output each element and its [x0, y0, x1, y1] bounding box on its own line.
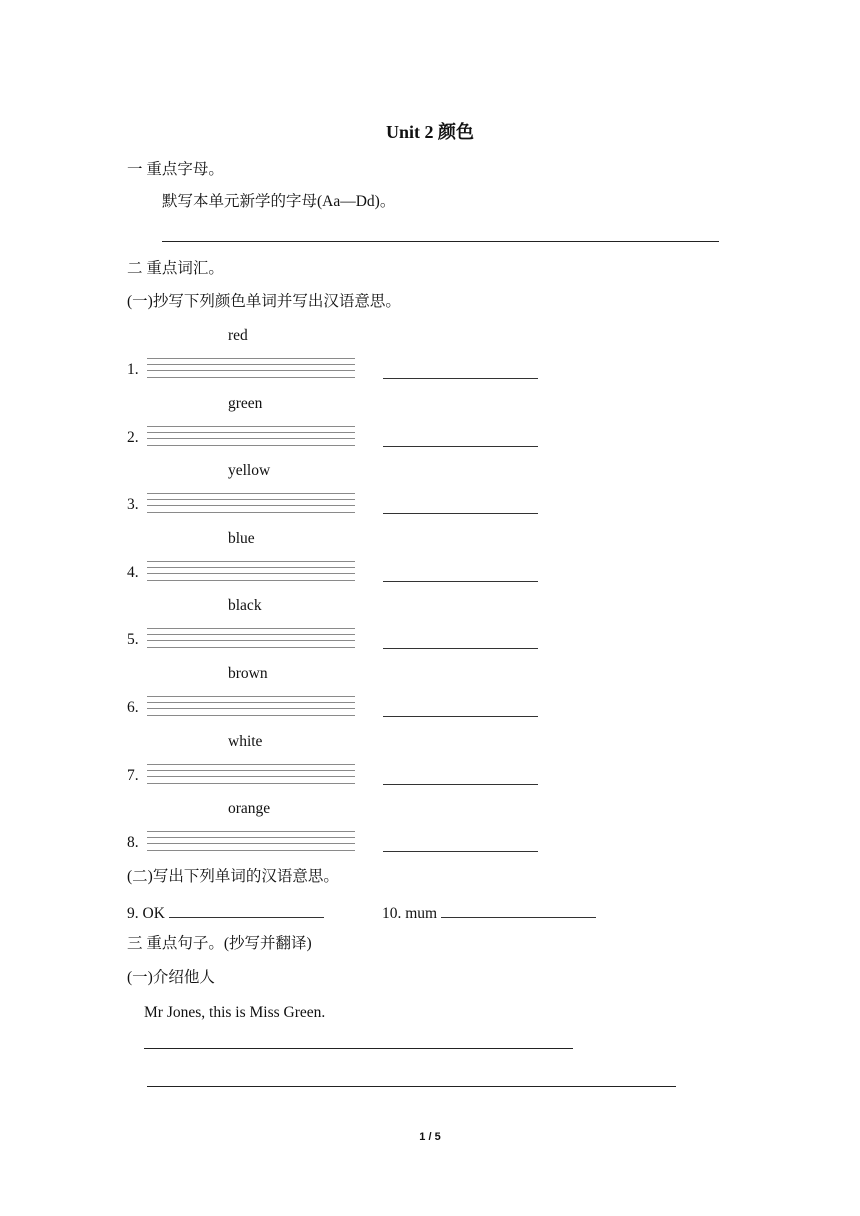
color-word: red — [228, 327, 248, 344]
section-1-heading: 一 重点字母。 — [127, 161, 224, 178]
copy-lines[interactable] — [147, 493, 355, 513]
section-1-instruction: 默写本单元新学的字母(Aa—Dd)。 — [162, 193, 396, 210]
color-word: blue — [228, 530, 255, 547]
item-10-answer-line[interactable] — [441, 902, 596, 918]
section-3-heading: 三 重点句子。(抄写并翻译) — [127, 935, 312, 952]
section-3-part-1-heading: (一)介绍他人 — [127, 969, 215, 986]
item-number: 7. — [127, 767, 139, 784]
meaning-answer-line[interactable] — [383, 581, 538, 582]
copy-lines[interactable] — [147, 358, 355, 378]
meaning-answer-line[interactable] — [383, 378, 538, 379]
color-word: green — [228, 395, 263, 412]
page-title: Unit 2 颜色 — [385, 122, 474, 142]
copy-lines[interactable] — [147, 426, 355, 446]
translation-answer-line[interactable] — [147, 1086, 676, 1087]
color-word: orange — [228, 800, 271, 817]
meaning-answer-line[interactable] — [383, 513, 538, 514]
section-2-heading: 二 重点词汇。 — [127, 260, 224, 277]
color-word: brown — [228, 665, 268, 682]
item-10 — [382, 902, 596, 923]
answer-line-letters[interactable] — [162, 241, 719, 242]
item-9 — [127, 902, 324, 923]
item-9-answer-line[interactable] — [169, 902, 324, 918]
color-word: white — [228, 733, 263, 750]
copy-lines[interactable] — [147, 561, 355, 581]
copy-answer-line[interactable] — [144, 1048, 573, 1049]
item-number: 8. — [127, 834, 139, 851]
item-number: 4. — [127, 564, 139, 581]
item-number: 2. — [127, 429, 139, 446]
meaning-answer-line[interactable] — [383, 851, 538, 852]
item-number: 6. — [127, 699, 139, 716]
section-2-part-1-heading: (一)抄写下列颜色单词并写出汉语意思。 — [127, 293, 401, 310]
page-number: 1 / 5 — [419, 1131, 441, 1143]
item-number: 1. — [127, 361, 139, 378]
meaning-answer-line[interactable] — [383, 446, 538, 447]
item-9-label: 9. OK — [127, 905, 165, 922]
sentence-to-copy: Mr Jones, this is Miss Green. — [144, 1004, 326, 1021]
item-10-label: 10. mum — [382, 905, 438, 922]
item-number: 5. — [127, 631, 139, 648]
color-word: black — [228, 597, 262, 614]
item-number: 3. — [127, 496, 139, 513]
meaning-answer-line[interactable] — [383, 784, 538, 785]
meaning-answer-line[interactable] — [383, 716, 538, 717]
color-word: yellow — [228, 462, 271, 479]
copy-lines[interactable] — [147, 628, 355, 648]
copy-lines[interactable] — [147, 696, 355, 716]
meaning-answer-line[interactable] — [383, 648, 538, 649]
copy-lines[interactable] — [147, 764, 355, 784]
section-2-part-2-heading: (二)写出下列单词的汉语意思。 — [127, 868, 339, 885]
copy-lines[interactable] — [147, 831, 355, 851]
